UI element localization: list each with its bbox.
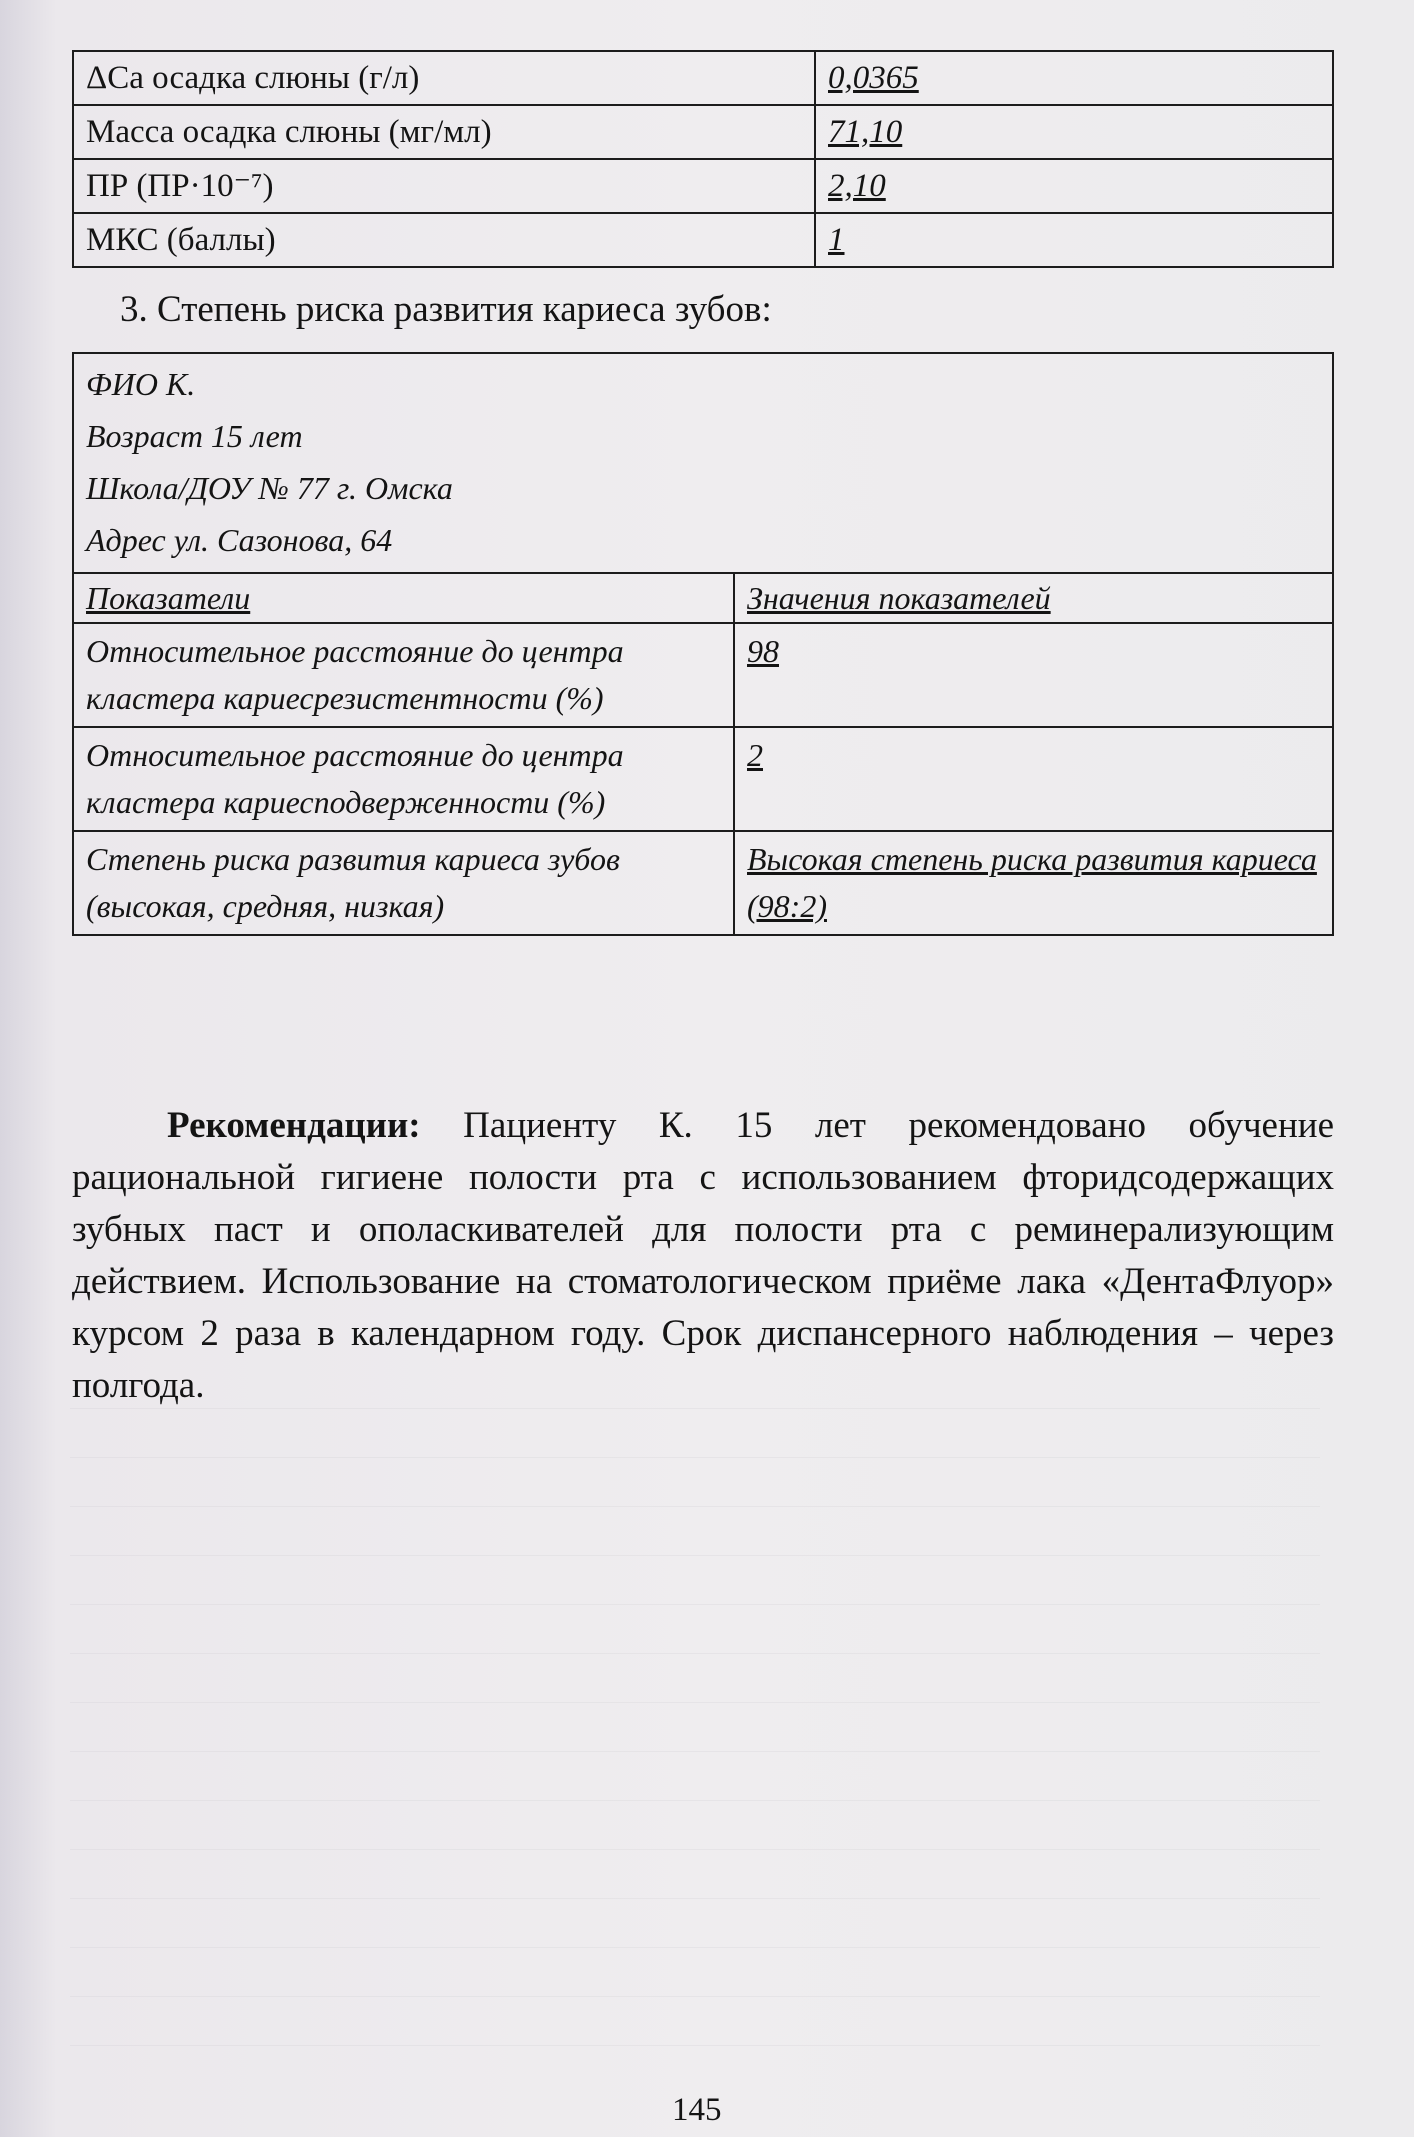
bleed-through-texture xyxy=(70,1360,1320,2046)
indicator-value: Высокая степень риска развития кариеса (98:2) xyxy=(734,831,1333,935)
patient-info-cell xyxy=(73,353,1333,573)
indicator-label: Степень риска развития кариеса зубов (высокая, средняя, низкая) xyxy=(73,831,734,935)
patient-address: Адрес ул. Сазонова, 64 xyxy=(86,522,393,558)
table-row xyxy=(73,105,1333,159)
table-row xyxy=(73,159,1333,213)
indicator-label: Относительное расстояние до центра кластера кариесподверженности (%) xyxy=(73,727,734,831)
table-row xyxy=(73,213,1333,267)
patient-age: Возраст 15 лет xyxy=(86,418,303,454)
patient-info-row xyxy=(73,353,1333,573)
indicator-label: ПР (ПР·10⁻⁷) xyxy=(73,159,815,213)
recommendations-paragraph xyxy=(72,1100,1334,1412)
recommendations-text: Пациенту К. 15 лет рекомендовано обучение рациональной гигиене полости рта с использованием фторидсодержащих зубных паст и ополаскивателей для полости рта с реминерализующим действием. Использование на стоматологическом приёме лака «ДентаФлуор» курсом 2 раза в календарном году. Срок диспансерного наблюдения – через полгода. xyxy=(72,1105,1335,1406)
section-heading: 3. Степень риска развития кариеса зубов: xyxy=(120,289,772,330)
saliva-indicators-table xyxy=(72,50,1334,268)
indicator-label: Масса осадка слюны (мг/мл) xyxy=(73,105,815,159)
column-header-indicators: Показатели xyxy=(73,573,734,623)
patient-name: ФИО К. xyxy=(86,366,196,402)
indicator-value: 2 xyxy=(734,727,1333,831)
indicator-value: 0,0365 xyxy=(815,51,1333,105)
page-number: 145 xyxy=(672,2092,722,2128)
table-row xyxy=(73,51,1333,105)
indicator-label: Относительное расстояние до центра кластера кариесрезистентности (%) xyxy=(73,623,734,727)
table-row xyxy=(73,727,1333,831)
table-row xyxy=(73,623,1333,727)
indicator-value: 2,10 xyxy=(815,159,1333,213)
patient-school: Школа/ДОУ № 77 г. Омска xyxy=(86,470,453,506)
indicator-value: 98 xyxy=(734,623,1333,727)
table-header-row xyxy=(73,573,1333,623)
indicator-value: 71,10 xyxy=(815,105,1333,159)
indicator-value: 1 xyxy=(815,213,1333,267)
column-header-values: Значения показателей xyxy=(734,573,1333,623)
recommendations-label: Рекомендации: xyxy=(167,1105,421,1146)
indicator-label: ΔCa осадка слюны (г/л) xyxy=(73,51,815,105)
caries-risk-table xyxy=(72,352,1334,936)
table-row xyxy=(73,831,1333,935)
indicator-label: МКС (баллы) xyxy=(73,213,815,267)
